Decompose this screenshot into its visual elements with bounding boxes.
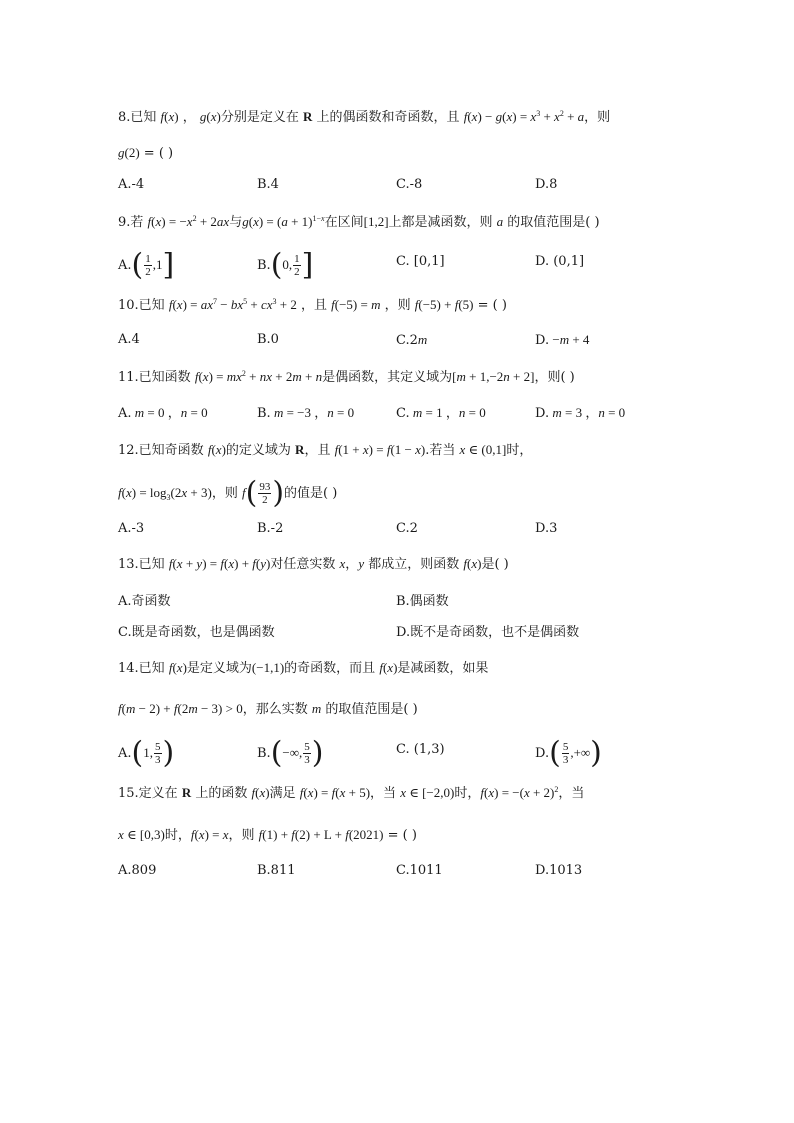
q14-option-a[interactable]: A.(1, $\frac{5}{3}$ ) (118, 735, 175, 771)
q13-option-c[interactable]: C.既是奇函数，也是偶函数 (118, 625, 275, 640)
q14-option-c[interactable]: C. (1,3) (396, 742, 445, 757)
q12-stem: 12.已知奇函数 f(x)的定义域为 R，且 f(1 + x) = f(1 − x).若当 x ∈ (0,1]时， (118, 442, 533, 458)
q8-option-b[interactable]: B.4 (257, 177, 279, 192)
q9-option-d[interactable]: D. (0,1] (535, 254, 585, 269)
q12-option-d[interactable]: D.3 (535, 521, 558, 536)
q9-stem: 9.若 $f(x) = -x^2 + 2ax$与$g(x) = (a + 1)^{1-x}$在区间[1,2]上都是减函数，则 a 的取值范围是( ) (118, 214, 600, 230)
q8-option-c[interactable]: C.-8 (396, 177, 423, 192)
q12-option-c[interactable]: C.2 (396, 521, 418, 536)
q13-option-d[interactable]: D.既不是奇函数，也不是偶函数 (396, 625, 580, 640)
q15-stem-line2: x ∈ [0,3)时，f(x) = x，则 f(1) + f(2) + L + f(2021) = ( ) (118, 827, 417, 843)
q10-stem: 10.已知 $f(x) = ax^7 - bx^5 + cx^3 + 2$ ，且 f(−5) = m ，则 f(−5) + f(5) = ( ) (118, 297, 507, 313)
q15-stem: 15.定义在 R 上的函数 f(x)满足 f(x) = f(x + 5)，当 x ∈ [−2,0)时，$f(x) = -(x + 2)^2$，当 (118, 785, 585, 801)
q12-option-a[interactable]: A.-3 (118, 521, 145, 536)
q15-option-c[interactable]: C.1011 (396, 863, 443, 878)
q10-option-c[interactable]: C.2m (396, 332, 428, 348)
q12-stem-line2: $f(x) = \log_3(2x + 3)$，则 f( $\frac{93}{2}$ )的值是( ) (118, 475, 338, 511)
q15-option-b[interactable]: B.811 (257, 863, 296, 878)
q14-stem: 14.已知 f(x)是定义域为(−1,1)的奇函数，而且 f(x)是减函数，如果 (118, 660, 489, 676)
q11-stem: 11.已知函数 $f(x) = mx^2$ + nx + 2m + n是偶函数，其定义域为[m + 1,−2n + 2]，则( ) (118, 369, 575, 385)
q11-option-a[interactable]: A. m = 0 ，n = 0 (118, 405, 208, 421)
q10-option-b[interactable]: B.0 (257, 332, 279, 347)
q10-option-d[interactable]: D. −m + 4 (535, 332, 590, 348)
q8-option-a[interactable]: A.-4 (118, 177, 145, 192)
q9-option-c[interactable]: C. [0,1] (396, 254, 445, 269)
q11-option-d[interactable]: D. m = 3 ，n = 0 (535, 405, 626, 421)
q11-option-c[interactable]: C. m = 1 ，n = 0 (396, 405, 486, 421)
q9-option-b[interactable]: B.(0, $\frac{1}{2}$ ] (257, 247, 314, 283)
q8-option-d[interactable]: D.8 (535, 177, 558, 192)
q15-option-a[interactable]: A.809 (118, 863, 157, 878)
q10-option-a[interactable]: A.4 (118, 332, 140, 347)
q8-stem-line2: g(2) = ( ) (118, 145, 174, 161)
q13-option-a[interactable]: A.奇函数 (118, 594, 171, 609)
q12-option-b[interactable]: B.-2 (257, 521, 284, 536)
q14-option-d[interactable]: D.( $\frac{5}{3}$ ,+∞) (535, 735, 602, 771)
q9-option-a[interactable]: A.( $\frac{1}{2}$ ,1] (118, 247, 175, 283)
q13-option-b[interactable]: B.偶函数 (396, 594, 449, 609)
q14-stem-line2: f(m − 2) + f(2m − 3) > 0，那么实数 m 的取值范围是( ) (118, 701, 418, 717)
q14-option-b[interactable]: B.(−∞, $\frac{5}{3}$ ) (257, 735, 324, 771)
q15-option-d[interactable]: D.1013 (535, 863, 583, 878)
q13-stem: 13.已知 f(x + y) = f(x) + f(y)对任意实数 x，y 都成立，则函数 f(x)是( ) (118, 556, 509, 572)
q8-stem: 8.已知 f(x) ， g(x)分别是定义在 R 上的偶函数和奇函数，且 $f(x) - g(x) = x^3 + x^2 + a$，则 (118, 109, 611, 125)
q11-option-b[interactable]: B. m = −3 ，n = 0 (257, 405, 355, 421)
